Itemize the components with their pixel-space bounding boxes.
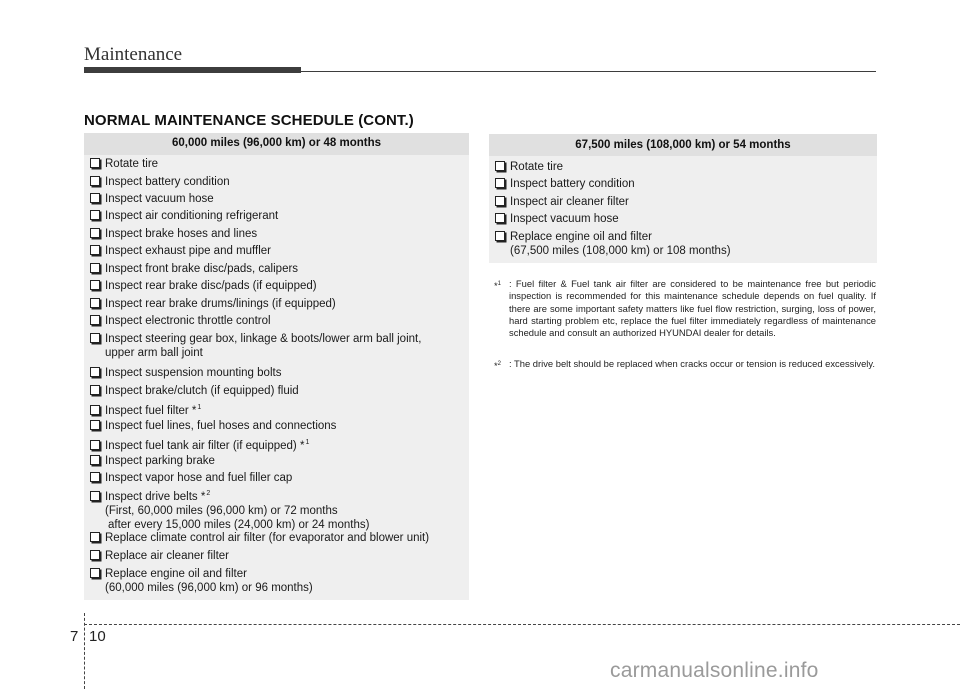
list-item: Inspect electronic throttle control <box>84 314 469 328</box>
checkbox-icon <box>90 472 100 482</box>
list-item-continuation: (60,000 miles (96,000 km) or 96 months) <box>105 582 313 594</box>
checkbox-icon <box>90 568 100 578</box>
checkbox-icon <box>90 280 100 290</box>
list-item: Inspect rear brake disc/pads (if equipped) <box>84 279 469 293</box>
list-item: Inspect parking brake <box>84 454 469 468</box>
checkbox-icon <box>90 532 100 542</box>
checkbox-icon <box>495 231 505 241</box>
schedule-panel-60000 <box>84 133 469 600</box>
list-item: Inspect air cleaner filter <box>489 195 877 209</box>
panel-heading: 60,000 miles (96,000 km) or 48 months <box>84 133 469 155</box>
checkbox-icon <box>90 420 100 430</box>
list-item: Inspect vapor hose and fuel filler cap <box>84 471 469 485</box>
list-item: Inspect fuel tank air filter (if equipped) *$^1$ <box>84 436 469 453</box>
list-item: Inspect vacuum hose <box>84 192 469 206</box>
footnote-text: : The drive belt should be replaced when cracks occur or tension is reduced excessively. <box>509 358 875 369</box>
list-item: Inspect rear brake drums/linings (if equipped) <box>84 297 469 311</box>
list-item: Inspect brake/clutch (if equipped) fluid <box>84 384 469 398</box>
list-item: Replace engine oil and filter (60,000 miles (96,000 km) or 96 months) <box>84 567 469 595</box>
list-item: Inspect battery condition <box>489 177 877 191</box>
list-item: Inspect brake hoses and lines <box>84 227 469 241</box>
header-rule-thick <box>84 67 301 73</box>
footnote-ref: 2 <box>206 490 211 497</box>
checkbox-icon <box>495 196 505 206</box>
list-item-continuation: (First, 60,000 miles (96,000 km) or 72 months <box>105 505 338 517</box>
checkbox-icon <box>90 385 100 395</box>
footnote-ref: 1 <box>197 404 202 411</box>
list-item: Inspect fuel filter *$^1$ <box>84 401 469 418</box>
list-item: Rotate tire <box>489 160 877 174</box>
list-item-continuation: (67,500 miles (108,000 km) or 108 months) <box>510 245 731 257</box>
checkbox-icon <box>90 193 100 203</box>
footnote-ref: 1 <box>305 439 310 446</box>
checkbox-icon <box>90 298 100 308</box>
checkbox-icon <box>495 178 505 188</box>
checkbox-icon <box>90 158 100 168</box>
list-item-continuation: upper arm ball joint <box>105 347 203 359</box>
checkbox-icon <box>90 333 100 343</box>
header-rule-thin <box>301 71 876 72</box>
section-title: NORMAL MAINTENANCE SCHEDULE (CONT.) <box>84 112 414 129</box>
checkbox-icon <box>90 263 100 273</box>
list-item: Inspect fuel lines, fuel hoses and connections <box>84 419 469 433</box>
checkbox-icon <box>90 176 100 186</box>
list-item: Replace air cleaner filter <box>84 549 469 563</box>
list-item: Inspect vacuum hose <box>489 212 877 226</box>
checkbox-icon <box>90 491 100 501</box>
checkbox-icon <box>90 405 100 415</box>
page-number: 10 <box>89 628 106 645</box>
footnote-mark: *$^2$ <box>494 360 501 372</box>
checkbox-icon <box>90 455 100 465</box>
list-item: Rotate tire <box>84 157 469 171</box>
list-item: Inspect air conditioning refrigerant <box>84 209 469 223</box>
footnote-1 <box>494 278 876 339</box>
checkbox-icon <box>90 550 100 560</box>
list-item-continuation: after every 15,000 miles (24,000 km) or 24 months) <box>108 519 370 531</box>
list-item: Inspect suspension mounting bolts <box>84 366 469 380</box>
checkbox-icon <box>90 228 100 238</box>
checkbox-icon <box>495 161 505 171</box>
checkbox-icon <box>90 210 100 220</box>
footnote-2 <box>494 358 876 370</box>
footnote-text: : Fuel filter & Fuel tank air filter are considered to be maintenance free but periodic inspection is recommended for this maintenance schedule depends on fuel quality. If there are some important safety matters like fuel flow restriction, surging, loss of power, hard starting problem etc, replace the fuel filter immediately regardless of maintenance schedule and consult an authorized HYUNDAI dealer for details. <box>509 278 876 339</box>
footnote-mark: *$^1$ <box>494 280 501 292</box>
schedule-panel-67500 <box>489 134 877 263</box>
list-item: Replace climate control air filter (for evaporator and blower unit) <box>84 531 469 545</box>
list-item: Inspect exhaust pipe and muffler <box>84 244 469 258</box>
list-item: Replace engine oil and filter (67,500 miles (108,000 km) or 108 months) <box>489 230 877 258</box>
chapter-number: 7 <box>70 628 79 645</box>
checkbox-icon <box>90 245 100 255</box>
page-header-title: Maintenance <box>84 44 183 65</box>
checkbox-icon <box>495 213 505 223</box>
footer-divider-horizontal <box>84 624 960 625</box>
watermark: carmanualsonline.info <box>610 659 819 682</box>
list-item: Inspect steering gear box, linkage & boots/lower arm ball joint, upper arm ball joint <box>84 332 469 360</box>
list-item: Inspect battery condition <box>84 175 469 189</box>
list-item: Inspect front brake disc/pads, calipers <box>84 262 469 276</box>
checkbox-icon <box>90 440 100 450</box>
checkbox-icon <box>90 367 100 377</box>
list-item: Inspect drive belts *$^2$ (First, 60,000 miles (96,000 km) or 72 months after every 15,000 miles (24,000 km) or 24 months) <box>84 487 469 532</box>
panel-heading: 67,500 miles (108,000 km) or 54 months <box>489 134 877 156</box>
checkbox-icon <box>90 315 100 325</box>
